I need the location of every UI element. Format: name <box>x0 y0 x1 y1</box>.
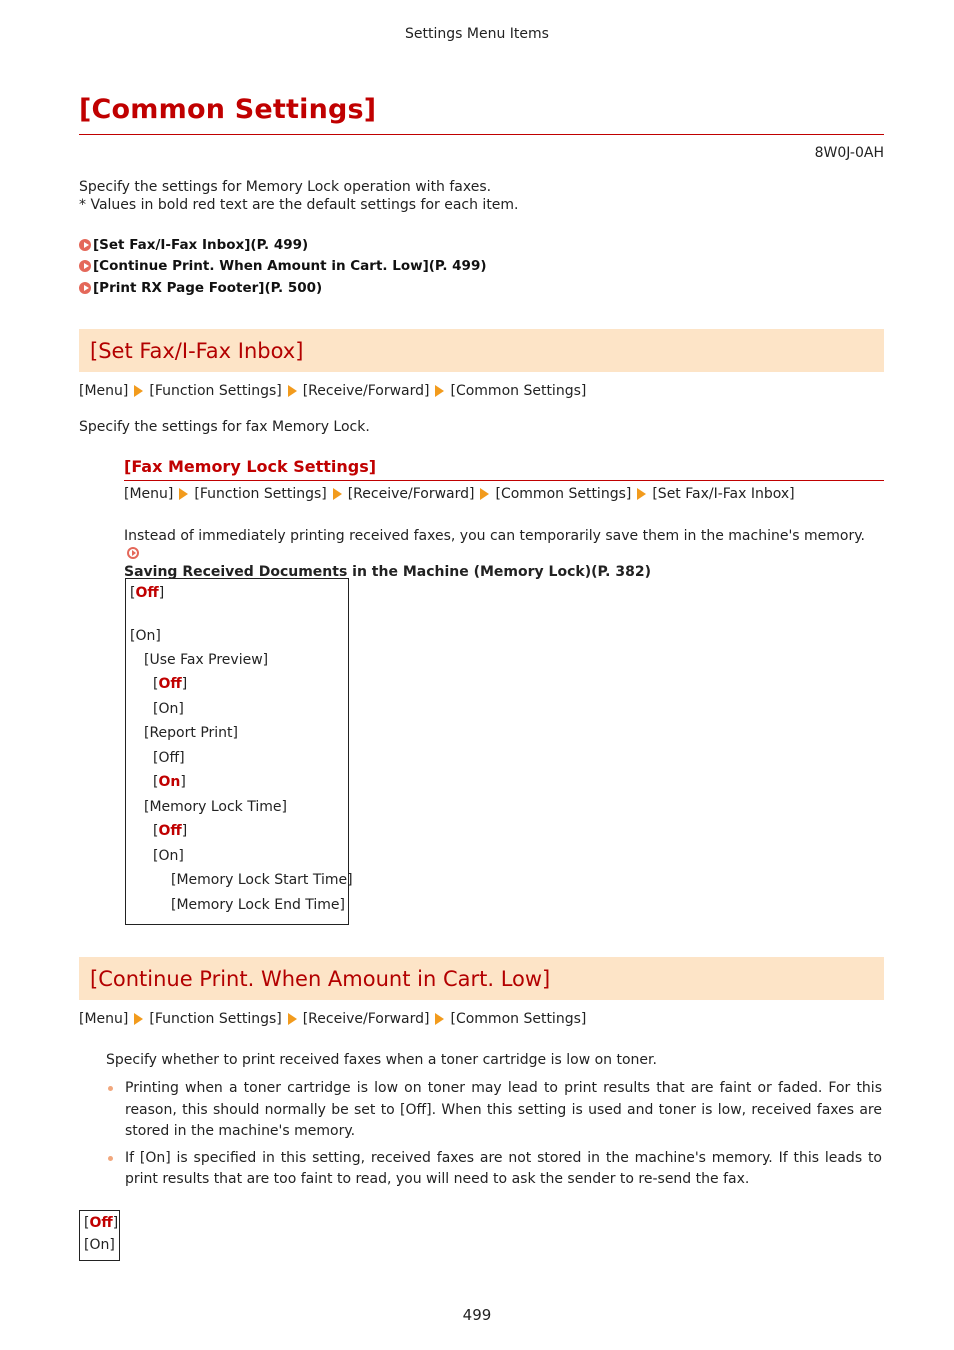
list-item <box>106 1148 882 1191</box>
section-heading-set-fax-inbox: [Set Fax/I-Fax Inbox] <box>79 329 884 372</box>
link-arrow-icon <box>79 239 91 251</box>
option-report-print: [Report Print] <box>144 725 238 741</box>
option-on: [On] <box>84 1237 115 1253</box>
option-ufp-on: [On] <box>153 701 184 717</box>
path-arrow-icon <box>480 488 489 500</box>
section-description: Specify whether to print received faxes when a toner cartridge is low on toner. <box>106 1052 657 1068</box>
option-rp-on-default: [On] <box>153 774 186 790</box>
option-ufp-off-default: [Off] <box>153 676 188 692</box>
path-step: [Function Settings] <box>149 1011 282 1027</box>
menu-path <box>79 1011 586 1027</box>
subsection-rule <box>124 480 884 481</box>
list-item-text: Printing when a toner cartridge is low on toner may lead to print results that are faint or faded. For this reason, this should normally be set to [Off]. When this setting is used and toner is low, received faxes are stored in the machine's memory. <box>125 1080 882 1139</box>
path-arrow-icon <box>288 385 297 397</box>
option-on: [On] <box>130 628 161 644</box>
toc-link-set-fax-inbox[interactable] <box>79 234 487 256</box>
path-step: [Menu] <box>79 383 129 399</box>
path-step: [Receive/Forward] <box>347 486 475 502</box>
document-code: 8W0J-0AH <box>814 145 884 161</box>
option-end-time: [Memory Lock End Time] <box>171 897 346 913</box>
path-step: [Menu] <box>124 486 174 502</box>
intro-note: * Values in bold red text are the default settings for each item. <box>79 196 519 213</box>
toc-link-label: [Continue Print. When Amount in Cart. Low](P. 499) <box>93 258 487 275</box>
list-item-text: If [On] is specified in this setting, received faxes are not stored in the machine's memory. If this leads to print results that are too faint to read, you will need to ask the sender to re-send the fax. <box>125 1149 882 1187</box>
running-header: Settings Menu Items <box>405 26 549 42</box>
path-arrow-icon <box>435 1013 444 1025</box>
intro-text <box>79 179 519 214</box>
section-description: Specify the settings for fax Memory Lock. <box>79 419 370 435</box>
option-rp-off: [Off] <box>153 750 185 766</box>
default-value: Off <box>135 585 159 601</box>
bullet-icon <box>108 1156 113 1161</box>
section-heading-continue-print: [Continue Print. When Amount in Cart. Low] <box>79 957 884 1000</box>
submenu-path <box>124 486 795 502</box>
memory-lock-explanation: Instead of immediately printing received faxes, you can temporarily save them in the machine's memory. <box>124 528 865 544</box>
path-arrow-icon <box>134 1013 143 1025</box>
page-title: [Common Settings] <box>79 94 377 125</box>
title-rule <box>79 134 884 135</box>
path-arrow-icon <box>435 385 444 397</box>
option-mlt-on: [On] <box>153 848 184 864</box>
default-value: On <box>158 774 181 790</box>
toc-link-label: [Set Fax/I-Fax Inbox](P. 499) <box>93 236 309 253</box>
page-number: 499 <box>462 1306 492 1324</box>
menu-path <box>79 383 586 399</box>
path-step: [Receive/Forward] <box>302 1011 430 1027</box>
subsection-text <box>124 527 884 581</box>
bullet-icon <box>108 1086 113 1091</box>
path-step: [Receive/Forward] <box>302 383 430 399</box>
toc-links <box>79 234 487 299</box>
option-mlt-off-default: [Off] <box>153 823 188 839</box>
path-arrow-icon <box>288 1013 297 1025</box>
options-box <box>79 1210 120 1261</box>
default-value: Off <box>158 676 182 692</box>
option-off-default: [Off] <box>130 585 165 601</box>
note-list <box>106 1078 882 1196</box>
option-memory-lock-time: [Memory Lock Time] <box>144 799 287 815</box>
intro-line: Specify the settings for Memory Lock operation with faxes. <box>79 179 492 195</box>
path-arrow-icon <box>333 488 342 500</box>
path-arrow-icon <box>179 488 188 500</box>
path-arrow-icon <box>637 488 646 500</box>
link-arrow-icon <box>127 547 139 559</box>
options-box <box>125 578 353 925</box>
path-step: [Function Settings] <box>194 486 327 502</box>
link-arrow-icon <box>79 282 91 294</box>
toc-link-label: [Print RX Page Footer](P. 500) <box>93 279 323 296</box>
path-step: [Common Settings] <box>495 486 632 502</box>
link-arrow-icon <box>79 260 91 272</box>
option-off-default: [Off] <box>84 1215 119 1231</box>
subsection-heading: [Fax Memory Lock Settings] <box>124 457 377 476</box>
option-start-time: [Memory Lock Start Time] <box>171 872 353 888</box>
toc-link-print-rx-footer[interactable] <box>79 277 487 299</box>
option-use-fax-preview: [Use Fax Preview] <box>144 652 269 668</box>
path-step: [Function Settings] <box>149 383 282 399</box>
default-value: Off <box>158 823 182 839</box>
path-arrow-icon <box>134 385 143 397</box>
memory-lock-link[interactable]: Saving Received Documents in the Machine (Memory Lock)(P. 382) <box>124 564 651 580</box>
path-step: [Common Settings] <box>450 383 587 399</box>
path-step: [Menu] <box>79 1011 129 1027</box>
path-step: [Set Fax/I-Fax Inbox] <box>652 486 795 502</box>
default-value: Off <box>89 1215 113 1231</box>
toc-link-continue-print[interactable] <box>79 256 487 278</box>
list-item <box>106 1078 882 1143</box>
path-step: [Common Settings] <box>450 1011 587 1027</box>
